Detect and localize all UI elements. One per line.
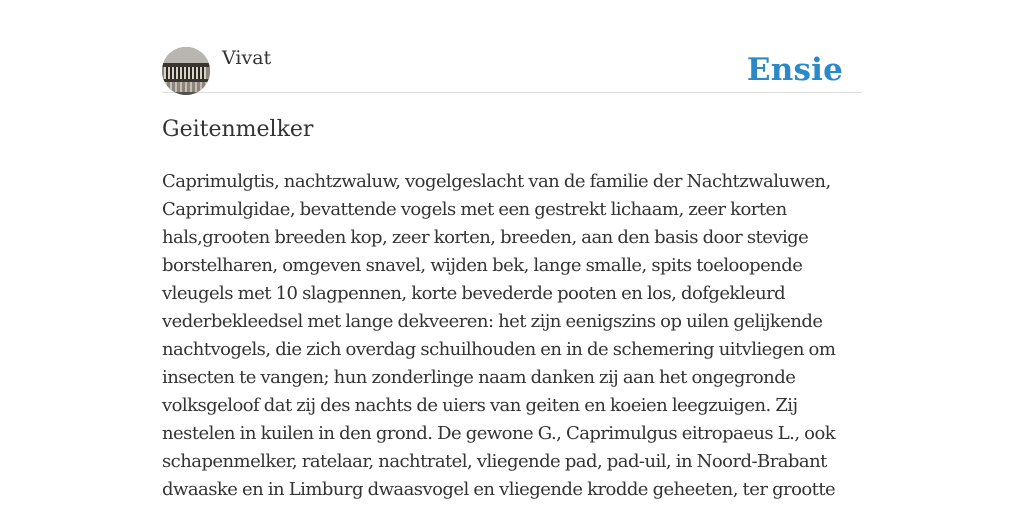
author-avatar[interactable] bbox=[162, 47, 210, 95]
bookshelf-avatar-image bbox=[162, 47, 210, 95]
site-logo[interactable]: Ensie bbox=[746, 52, 843, 88]
article-body: Caprimulgtis, nachtzwaluw, vogelgeslacht van de familie der Nachtzwaluwen, Caprimulgidae, bevattende vogels met een gestrekt lichaam, zeer korten hals,grooten breeden kop, zeer korten, breeden, aan den basis door stevige borstelharen, omgeven snavel, wijden bek, lange smalle, spits toeloopende vleugels met 10 slagpennen, korte bevederde pooten en los, dofgekleurd vederbekleedsel met lange dekveeren: het zijn eenigszins op uilen gelijkende nachtvogels, die zich overdag schuilhouden en in de schemering uitvliegen om insecten te vangen; hun zonderlinge naam danken zij aan het ongegronde volksgeloof dat zij des nachts de uiers van geiten en koeien leegzuigen. Zij nestelen in kuilen in den grond. De gewone G., Caprimulgus eitropaeus L., ook schapenmelker, ratelaar, nachtratel, vliegende pad, pad-uil, in Noord-Brabant dwaaske en in Limburg dwaasvogel en vliegende krodde geheeten, ter grootte bbox=[162, 171, 836, 500]
article-title: Geitenmelker bbox=[162, 117, 314, 142]
author-name[interactable]: Vivat bbox=[222, 47, 272, 69]
page-header bbox=[162, 46, 862, 93]
